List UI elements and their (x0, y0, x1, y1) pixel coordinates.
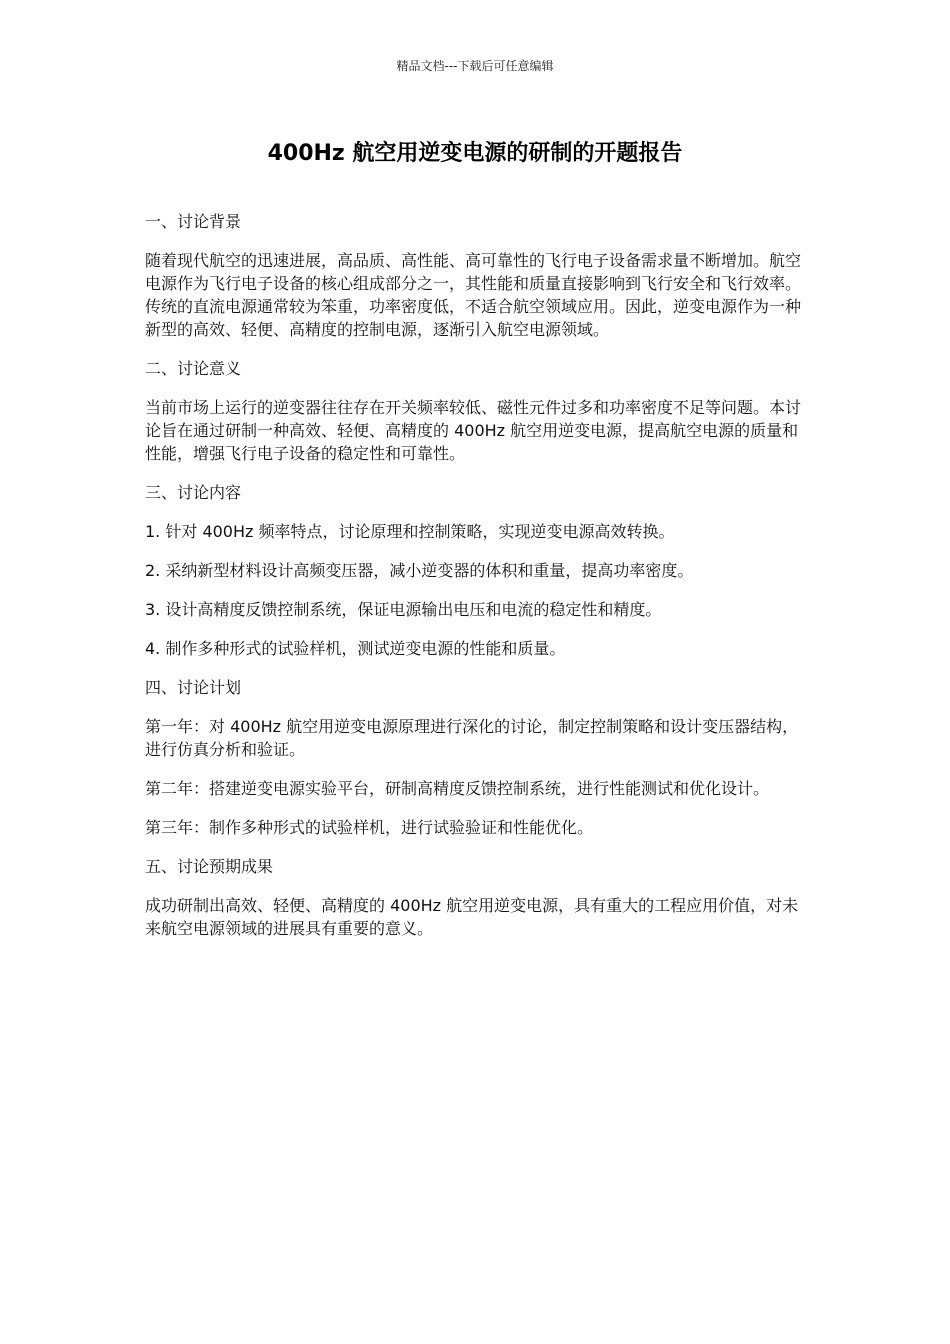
section-body-significance: 当前市场上运行的逆变器往往存在开关频率较低、磁性元件过多和功率密度不足等问题。本讨论旨在通过研制一种高效、轻便、高精度的 400Hz 航空用逆变电源，提高航空电源的质量和性能，增强飞行电子设备的稳定性和可靠性。 (145, 398, 802, 463)
content-item: 4. 制作多种形式的试验样机，测试逆变电源的性能和质量。 (145, 639, 566, 658)
section-body-outcomes: 成功研制出高效、轻便、高精度的 400Hz 航空用逆变电源，具有重大的工程应用价值，对未来航空电源领域的进展具有重要的意义。 (145, 896, 799, 938)
section-heading-plan: 四、讨论计划 (145, 678, 242, 697)
section-heading-significance: 二、讨论意义 (145, 359, 242, 378)
content-item: 1. 针对 400Hz 频率特点，讨论原理和控制策略，实现逆变电源高效转换。 (145, 522, 675, 541)
plan-item: 第二年：搭建逆变电源实验平台，研制高精度反馈控制系统，进行性能测试和优化设计。 (145, 779, 770, 798)
section-heading-content: 三、讨论内容 (145, 483, 242, 502)
plan-item: 第一年：对 400Hz 航空用逆变电源原理进行深化的讨论，制定控制策略和设计变压器结构，进行仿真分析和验证。 (145, 717, 799, 759)
header-note: 精品文档---下载后可任意编辑 (396, 59, 554, 73)
plan-item: 第三年：制作多种形式的试验样机，进行试验验证和性能优化。 (145, 818, 594, 837)
section-heading-background: 一、讨论背景 (145, 212, 242, 231)
section-heading-outcomes: 五、讨论预期成果 (145, 857, 274, 876)
document-body (145, 210, 813, 956)
document-title: 400Hz 航空用逆变电源的研制的开题报告 (267, 141, 683, 166)
section-body-background: 随着现代航空的迅速进展，高品质、高性能、高可靠性的飞行电子设备需求量不断增加。航空电源作为飞行电子设备的核心组成部分之一，其性能和质量直接影响到飞行安全和飞行效率。传统的直流电源通常较为笨重，功率密度低，不适合航空领域应用。因此，逆变电源作为一种新型的高效、轻便、高精度的控制电源，逐渐引入航空电源领域。 (145, 251, 802, 339)
content-item: 2. 采纳新型材料设计高频变压器，减小逆变器的体积和重量，提高功率密度。 (145, 561, 694, 580)
content-item: 3. 设计高精度反馈控制系统，保证电源输出电压和电流的稳定性和精度。 (145, 600, 662, 619)
